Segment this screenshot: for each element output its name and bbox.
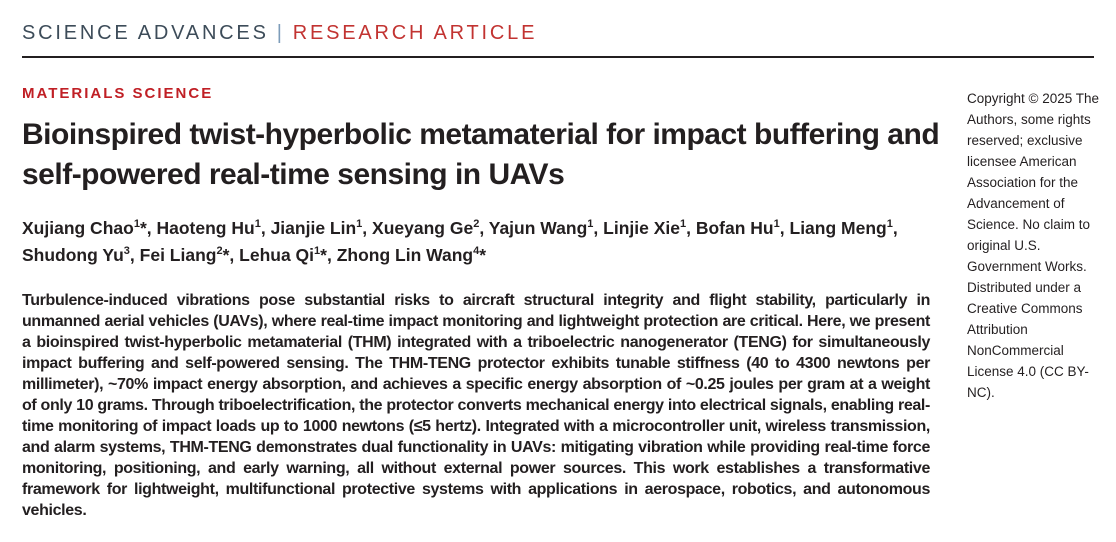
affiliation-superscript: 1 xyxy=(679,218,687,231)
author: Lehua Qi$^1$*, xyxy=(239,245,332,265)
corresponding-mark: * xyxy=(139,218,147,238)
affiliation-superscript: 1 xyxy=(254,218,261,231)
article-type-label: RESEARCH ARTICLE xyxy=(292,22,538,44)
masthead-rule xyxy=(22,56,1094,58)
author: Yajun Wang$^1$, xyxy=(488,218,599,238)
corresponding-mark: * xyxy=(320,245,327,265)
affiliation-superscript: 1 xyxy=(773,218,780,231)
copyright-notice: Copyright © 2025 The Authors, some rights reserved; exclusive licensee American Association for the Advancement of Science. No claim to original U.S. Government Works. Distributed under a Creative Commons Attribution NonCommercial License 4.0 (CC BY-NC). xyxy=(967,91,1100,400)
corresponding-mark: * xyxy=(222,245,230,265)
affiliation-superscript: 3 xyxy=(123,245,130,258)
affiliation-superscript: 2 xyxy=(473,218,480,231)
author: Linjie Xie$^1$, xyxy=(603,218,691,238)
article-title: Bioinspired twist-hyperbolic metamaterial for impact buffering and self-powered real-time sensing in UAVs xyxy=(22,118,940,191)
affiliation-superscript: 1 xyxy=(314,245,321,258)
author: Jianjie Lin$^1$, xyxy=(270,218,368,238)
journal-name: SCIENCE ADVANCES xyxy=(22,22,269,44)
abstract-text: Turbulence-induced vibrations pose substantial risks to aircraft structural integrity and flight stability, particularly in unmanned aerial vehicles (UAVs), where real-time impact monitoring and lightweight protection are critical. Here, we present a bioinspired twist-hyperbolic metamaterial (THM) integrated with a triboelectric nanogenerator (TENG) for simultaneously impact buffering and self-powered sensing. The THM-TENG protector exhibits tunable stiffness (40 to 4300 newtons per millimeter), ~70% impact energy absorption, and achieves a specific energy absorption of ~0.25 joules per gram at a weight of only 10 grams. Through triboelectrification, the protector converts mechanical energy into electrical signals, enabling real-time monitoring of impact loads up to 1000 newtons (≤5 hertz). Integrated with a microcontroller unit, wireless transmission, and alarm systems, THM-TENG demonstrates dual functionality in UAVs: mitigating vibration while providing real-time force monitoring, positioning, and early warning, all without external power sources. This work establishes a transformative framework for lightweight, multifunctional protective systems with applications in aerospace, robotics, and autonomous vehicles. xyxy=(22,292,930,519)
author-list xyxy=(22,215,927,269)
affiliation-superscript: 2 xyxy=(216,245,223,258)
affiliation-superscript: 1 xyxy=(587,218,594,231)
affiliation-superscript: 1 xyxy=(133,218,140,231)
masthead-divider: | xyxy=(276,22,285,44)
author: Fei Liang$^2$*, xyxy=(139,245,235,265)
author: Xueyang Ge$^2$, xyxy=(372,218,485,238)
section-label: MATERIALS SCIENCE xyxy=(22,85,214,102)
affiliation-superscript: 1 xyxy=(886,218,893,231)
corresponding-mark: * xyxy=(479,245,487,265)
author: Liang Meng$^1$, xyxy=(789,218,898,238)
author: Haoteng Hu$^1$, xyxy=(156,218,266,238)
masthead xyxy=(22,22,1094,45)
author: Xujiang Chao$^1$*, xyxy=(22,218,152,238)
author: Bofan Hu$^1$, xyxy=(695,218,785,238)
affiliation-superscript: 4 xyxy=(473,245,480,258)
affiliation-superscript: 1 xyxy=(356,218,363,231)
author: Shudong Yu$^3$, xyxy=(22,245,135,265)
author: Zhong Lin Wang$^4$* xyxy=(336,245,487,265)
